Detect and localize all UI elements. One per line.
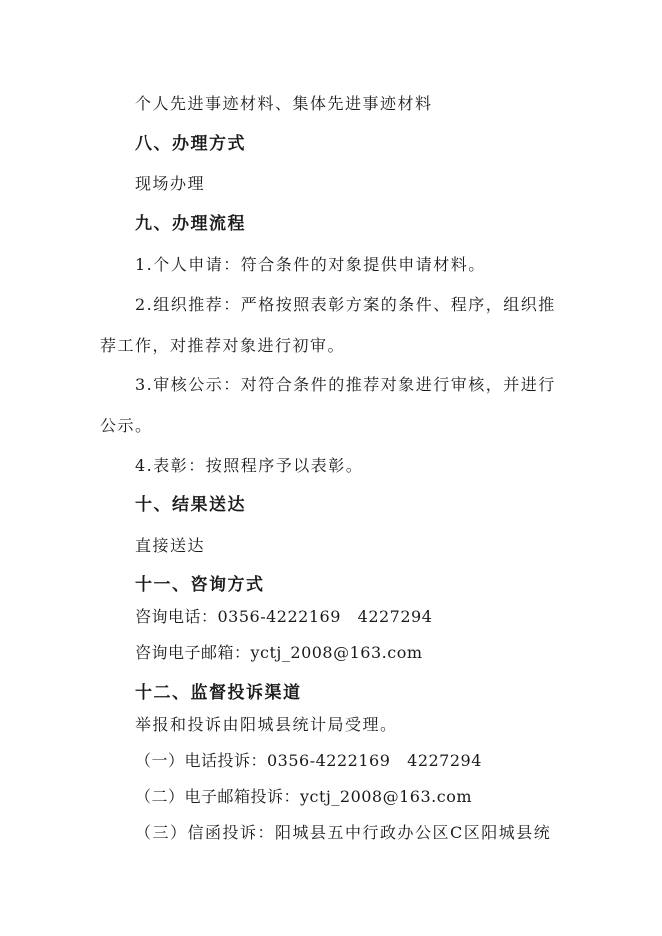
consult-phone: 咨询电话：0356-4222169 4227294 <box>135 607 433 626</box>
process-step-1: 1.个人申请：符合条件的对象提供申请材料。 <box>135 255 486 274</box>
section8-heading: 八、办理方式 <box>135 134 246 154</box>
complaint-email: （二）电子邮箱投诉：yctj_2008@163.com <box>135 787 473 806</box>
complaint-intro: 举报和投诉由阳城县统计局受理。 <box>135 715 398 734</box>
process-step-3-line-2: 公示。 <box>100 416 153 435</box>
process-step-4: 4.表彰：按照程序予以表彰。 <box>135 456 364 475</box>
materials-line: 个人先进事迹材料、集体先进事迹材料 <box>135 94 433 113</box>
process-step-2-line-1: 2.组织推荐：严格按照表彰方案的条件、程序，组织推 <box>135 295 556 314</box>
complaint-phone: （一）电话投诉：0356-4222169 4227294 <box>135 751 482 770</box>
section10-heading: 十、结果送达 <box>135 495 246 515</box>
section9-heading: 九、办理流程 <box>135 214 246 234</box>
process-step-2-line-2: 荐工作，对推荐对象进行初审。 <box>100 336 346 355</box>
section8-body: 现场办理 <box>135 174 206 193</box>
consult-email: 咨询电子邮箱：yctj_2008@163.com <box>135 643 423 662</box>
complaint-letter: （三）信函投诉：阳城县五中行政办公区C区阳城县统 <box>135 823 552 842</box>
section10-body: 直接送达 <box>135 536 206 555</box>
section12-heading: 十二、监督投诉渠道 <box>135 683 302 703</box>
section11-heading: 十一、咨询方式 <box>135 575 265 595</box>
process-step-3-line-1: 3.审核公示：对符合条件的推荐对象进行审核，并进行 <box>135 375 556 394</box>
